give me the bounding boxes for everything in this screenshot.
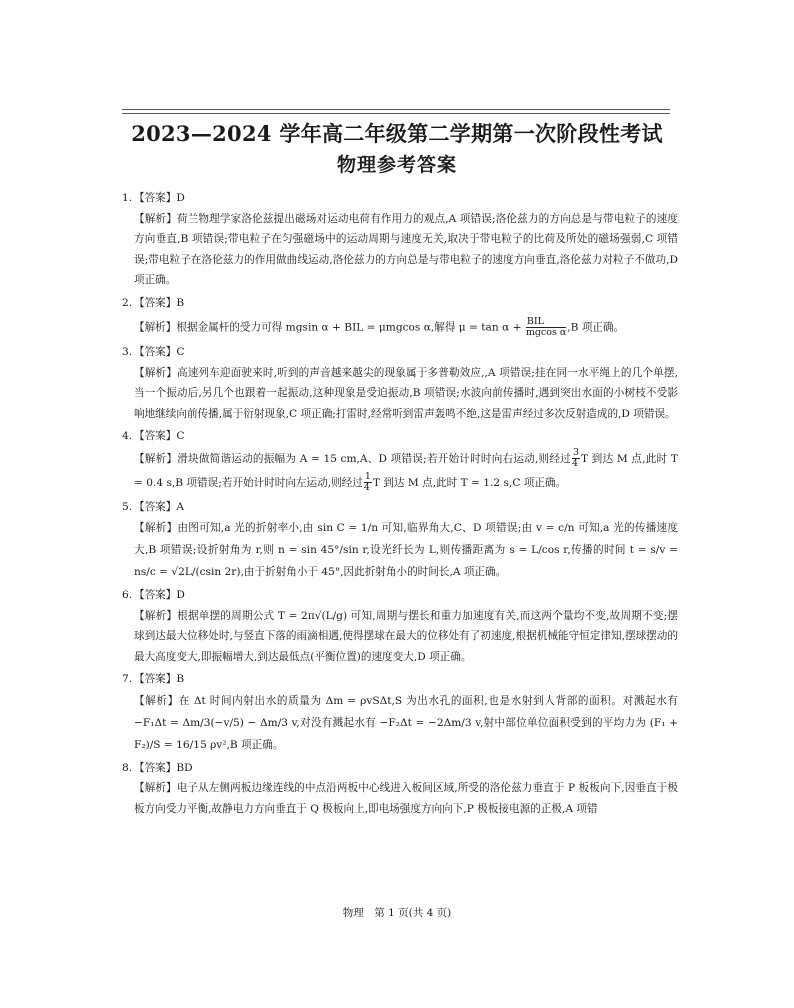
answer-label: 【答案】B [134,673,185,685]
explanation: 【解析】电子从左侧两板边缘连线的中点沿两板中心线进入板间区域,所受的洛伦兹力垂直于 P 板板向下,因垂直于极板方向受力平衡,故静电力方向垂直于 Q 极板向上,即电场强度方向向下,P 极板接电源的正极,A 项错 [134,782,678,815]
answer-label: 【答案】C [134,430,185,442]
explanation-text: T 到达 M 点,此时 T = 1.2 s,C 项正确。 [372,476,567,489]
fraction [572,448,580,469]
list-item [122,585,678,667]
top-rule-thick [122,109,670,110]
fraction-numerator: 3 [572,447,580,458]
item-number: 6. [122,589,133,601]
list-item [122,758,678,820]
explanation-text: T 到达 M 点,此时 T = 0.4 s,B 项错误;若开始计时时向左运动,则经过 [134,452,678,489]
top-rule-thin [122,113,670,114]
explanation: 【解析】由图可知,a 光的折射率小,由 sin C = 1/n 可知,临界角大,C、D 项错误;由 v = c/n 可知,a 光的传播速度大,B 项错误;设折射角为 r,则 n = sin 45°/sin r,设光纤长为 L,则传播距离为 s = L/cos r,传播的时间 t = s/v = ns/c = √2L/(csin 2r),由于折射角小于 45°,因此折射角小的时间长,A 项正确。 [134,522,678,578]
explanation: 【解析】高速列车迎面驶来时,听到的声音越来越尖的现象属于多普勒效应,,A 项错误;挂在同一水平绳上的几个单摆,当一个振动后,另几个也跟着一起振动,这种现象是受迫振动,B 项错误;水波向前传播时,遇到突出水面的小树枝不受影响地继续向前传播,属于衍射现象,C 项正确;打雷时,经常听到雷声轰鸣不绝,这是雷声经过多次反射造成的,D 项错误。 [134,366,678,420]
list-item [122,293,678,339]
list-item [122,497,678,584]
list-item [122,342,678,424]
item-number: 5. [122,500,133,513]
list-item [122,426,678,495]
explanation [134,447,678,495]
explanation: 【解析】根据单摆的周期公式 T = 2π√(L/g) 可知,周期与摆长和重力加速度有关,而这两个量均不变,故周期不变;摆球到达最大位移处时,与竖直下落的雨滴相遇,使得摆球在最大的位移处有了初速度,根据机械能守恒定律知,摆球摆动的最大高度变大,即振幅增大,到达最低点(平衡位置)的速度变大,D 项正确。 [134,609,678,663]
explanation [134,317,678,338]
explanation-text: 【解析】根据金属杆的受力可得 mgsin α + BIL = μmgcos α,解得 μ = tan α + [134,321,522,334]
explanation-text: 【解析】滑块做简谐运动的振幅为 A = 15 cm,A、D 项错误;若开始计时时向右运动,则经过 [134,452,571,465]
answer-label: 【答案】C [134,346,185,358]
answer-label: 【答案】BD [134,761,193,774]
answer-label: 【答案】A [134,500,185,513]
fraction-numerator: BIL [526,317,566,328]
explanation: 【解析】在 Δt 时间内射出水的质量为 Δm = ρvSΔt,S 为出水孔的面积,也是水射到人背部的面积。对溅起水有 −F₁Δt = Δm/3(−v/5) − Δm/3 v,对没有溅起水有 −F₂Δt = −2Δm/3 v,射中部位单位面积受到的平均力为 (F₁ + F₂)/S = 16/15 ρv²,B 项正确。 [134,694,678,751]
item-number: 8. [122,761,133,774]
answer-list [122,186,678,819]
fraction-numerator: 1 [364,471,371,482]
fraction-denominator: 4 [363,482,370,493]
page-subtitle: 物理参考答案 [336,154,457,176]
fraction [364,472,372,493]
item-number: 2. [122,296,133,309]
fraction-denominator: 4 [571,458,579,469]
page-title: 2023—2024 学年高二年级第二学期第一次阶段性考试 [131,121,663,146]
explanation: 【解析】荷兰物理学家洛伦兹提出磁场对运动电荷有作用力的观点,A 项错误;洛伦兹力的方向总是与带电粒子的速度方向垂直,B 项错误;带电粒子在匀强磁场中的运动周期与速度无关,取决于带电粒子的比荷及所处的磁场强弱,C 项错误;带电粒子在洛伦兹力的作用做曲线运动,洛伦兹力的方向总是与带电粒子的速度方向垂直,洛伦兹力对粒子不做功,D 项正确。 [134,212,678,286]
explanation-text: ,B 项正确。 [567,321,625,334]
list-item [122,188,678,291]
item-number: 3. [122,346,133,358]
answer-label: 【答案】D [134,192,185,204]
page-footer: 物理 第 1 页(共 4 页) [342,907,452,919]
answer-label: 【答案】D [134,589,185,601]
answer-label: 【答案】B [134,296,185,309]
item-number: 7. [122,673,133,685]
item-number: 1. [122,192,133,204]
fraction-denominator: mgcos α [525,327,567,338]
list-item [122,669,678,756]
item-number: 4. [122,430,133,442]
fraction [526,317,566,338]
